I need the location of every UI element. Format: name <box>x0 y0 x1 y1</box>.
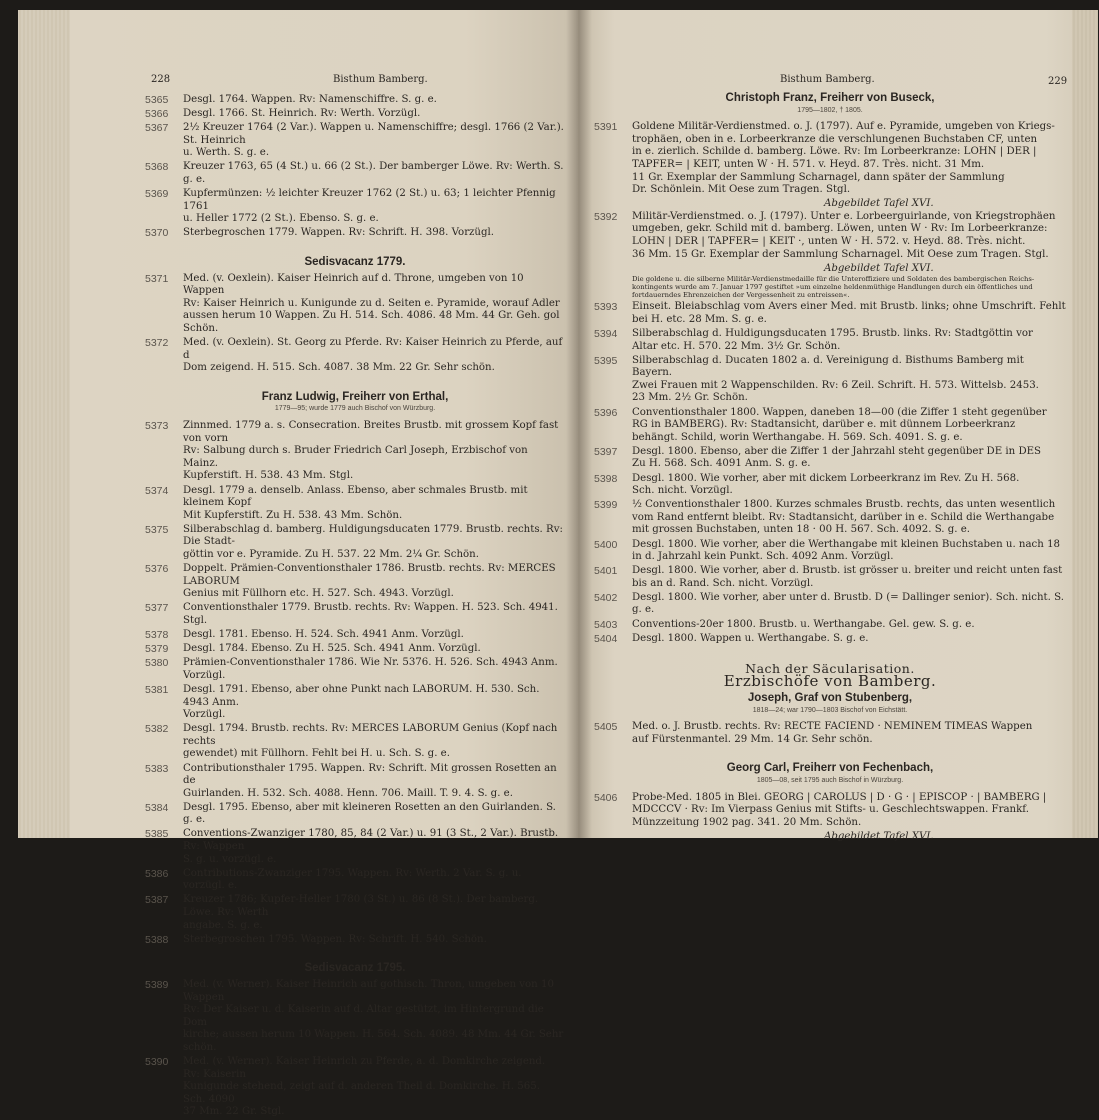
plate-reference: Abgebildet Tafel XVI. <box>824 830 934 842</box>
section-heading <box>594 762 1066 787</box>
catalog-entry <box>145 337 565 375</box>
entries-a <box>145 94 565 240</box>
entry-number: 5402 <box>594 591 618 604</box>
section-subtitle: 1779—95; wurde 1779 auch Bischof von Würzburg. <box>274 405 436 413</box>
entries-e <box>594 792 1066 830</box>
entry-text: Desgl. 1800. Ebenso, aber die Ziffer 1 der Jahrzahl steht gegenüber DE in DES Zu H. 568. Sch. 4091 Anm. S. g. e. <box>632 445 1042 470</box>
entry-text: Doppelt. Prämien-Conventionsthaler 1786. Brustb. rechts. Rv: MERCES LABORUM Genius mit Füllhorn etc. H. 527. Sch. 4943. Vorzügl. <box>183 563 556 600</box>
entry-number: 5391 <box>594 121 618 134</box>
entry-text: Desgl. 1764. Wappen. Rv: Namenschiffre. S. g. e. <box>183 94 437 105</box>
entry-number: 5381 <box>145 683 169 696</box>
catalog-entry <box>594 121 1066 197</box>
catalog-entry <box>145 802 565 827</box>
entry-text: Kreuzer 1786; Kupfer-Heller 1780 (3 St.) u. 86 (8 St.). Der bamberg. Löwe. Rv: Werth angabe. S. g. e. <box>183 894 539 931</box>
entry-text: ½ Conventionsthaler 1800. Kurzes schmales Brustb. rechts, das unten wesentlich vom Rand entfernt bleibt. Rv: Stadtansicht, darüber in e. Schild die Werthangabe mit grossen Buchstaben, unten 18 · 00 H. 567. Sch. 4092. S. g. e. <box>632 499 1056 536</box>
entry-number: 5371 <box>145 272 169 285</box>
catalog-entry <box>145 643 565 656</box>
section-heading <box>594 692 1066 717</box>
entry-text: Sterbegroschen 1779. Wappen. Rv: Schrift. H. 398. Vorzügl. <box>183 227 495 239</box>
entries-a <box>594 121 1066 197</box>
entry-number: 5406 <box>594 791 618 804</box>
entry-number: 5396 <box>594 406 618 419</box>
entry-text: Kupfermünzen: ½ leichter Kreuzer 1762 (2 St.) u. 63; 1 leichter Pfennig 1761 u. Heller 1772 (2 St.). Ebenso. S. g. e. <box>183 188 556 225</box>
catalog-entry <box>594 407 1066 445</box>
catalog-entry <box>145 122 565 160</box>
entry-number: 5384 <box>145 801 169 814</box>
entry-text: Kreuzer 1763, 65 (4 St.) u. 66 (2 St.). Der bamberger Löwe. Rv: Werth. S. g. e. <box>183 161 564 186</box>
entry-text: Desgl. 1800. Wie vorher, aber unter d. Brustb. D (= Dallinger senior). Sch. nicht. S. g. e. <box>632 591 1064 616</box>
catalog-entry <box>594 211 1066 261</box>
entry-number: 5401 <box>594 565 618 578</box>
catalog-entry <box>594 792 1066 830</box>
catalog-entry <box>145 108 565 121</box>
section-title: Georg Carl, Freiherr von Fechenbach, <box>726 762 934 775</box>
entry-number: 5373 <box>145 420 169 433</box>
entry-number: 5398 <box>594 472 618 485</box>
left-page <box>18 10 578 1118</box>
entry-text: Probe-Med. 1805 in Blei. GEORG | CAROLUS | D · G · | EPISCOP · | BAMBERG | MDCCCV · Rv: Im Vierpass Genius mit Stifts- u. Geschlechtswappen. Frankf. Münzzeitung 1902 pag. 341. 20 Mm. Schön. <box>632 791 1047 828</box>
entry-number: 5378 <box>145 629 169 642</box>
entry-number: 5393 <box>594 301 618 314</box>
catalog-entry <box>594 328 1066 353</box>
entries-b <box>145 273 565 375</box>
entry-number: 5400 <box>594 538 618 551</box>
entry-text: Desgl. 1800. Wie vorher, aber d. Brustb. ist grösser u. breiter und reicht unten fast bis an d. Rand. Sch. nicht. Vorzügl. <box>632 565 1063 589</box>
era-heading: Nach der Säcularisation. <box>745 660 915 676</box>
catalog-entry <box>594 499 1066 537</box>
catalog-entry <box>145 934 565 947</box>
entry-number: 5370 <box>145 227 169 240</box>
entry-number: 5382 <box>145 723 169 736</box>
entry-text: Goldene Militär-Verdienstmed. o. J. (1797). Auf e. Pyramide, umgeben von Kriegs- trophäen, oben in e. Lorbeerkranze die verschlungenen Buchstaben CF, unten in e. zierlich. Schilde d. bamberg. Löwe. Rv: Im Lorbeerkranze: LOHN | DER | TAPFER= | KEIT, unten W · H. 571. v. Heyd. 87. Très. nicht. 31 Mm. 11 Gr. Exemplar der Sammlung Scharnagel, dann später der Sammlung Dr. Schönlein. Mit Oese zum Tragen. Stgl. <box>632 121 1055 196</box>
section-title: Joseph, Graf von Stubenberg, <box>747 691 913 704</box>
catalog-entry <box>145 188 565 226</box>
entry-text: Desgl. 1795. Ebenso, aber mit kleineren Rosetten an den Guirlanden. S. g. e. <box>183 801 556 826</box>
page-number: 229 <box>1048 76 1068 87</box>
section-heading <box>594 92 1066 117</box>
section-title: Christoph Franz, Freiherr von Buseck, <box>725 92 935 104</box>
page-number: 228 <box>151 74 171 85</box>
entry-text: Prämien-Conventionsthaler 1786. Wie Nr. 5376. H. 526. Sch. 4943 Anm. Vorzügl. <box>183 657 558 681</box>
entry-number: 5380 <box>145 657 169 670</box>
catalog-entry <box>145 868 565 893</box>
catalog-entry <box>145 602 565 627</box>
entry-number: 5404 <box>594 632 618 645</box>
catalog-entry <box>145 657 565 682</box>
entry-number: 5383 <box>145 762 169 775</box>
catalog-entry <box>145 979 565 1055</box>
section-subtitle: 1818—24; war 1790—1803 Bischof von Eichstätt. <box>752 706 908 714</box>
catalog-entry <box>594 565 1066 590</box>
entry-text: Desgl. 1781. Ebenso. H. 524. Sch. 4941 Anm. Vorzügl. <box>183 629 464 641</box>
entry-text: Med. (v. Werner). Kaiser Heinrich auf gothisch. Thron, umgeben von 10 Wappen Rv: Der Kaiser u. d. Kaiserin auf d. Altar gestützt, im Hintergrund die Dom kirche; aussen herum 10 Wappen. H. 564. Sch. 4089. 48 Mm. 44 Gr. Sehr schön. <box>183 978 564 1053</box>
entry-number: 5369 <box>145 188 169 201</box>
entry-text: Conventions-Zwanziger 1780, 85, 84 (2 Var.) u. 91 (3 St., 2 Var.). Brustb. Rv: Wappen S. g. u. vorzügl. e. <box>183 828 559 865</box>
entry-text: Silberabschlag d. Huldigungsducaten 1795. Brustb. links. Rv: Stadtgöttin vor Altar etc. H. 570. 22 Mm. 3½ Gr. Schön. <box>632 328 1033 352</box>
section-subtitle: 1805—08, seit 1795 auch Bischof in Würzburg. <box>756 776 904 784</box>
entry-text: Desgl. 1794. Brustb. rechts. Rv: MERCES LABORUM Genius (Kopf nach rechts gewendet) mit Füllhorn. Fehlt bei H. u. Sch. S. g. e. <box>183 723 558 760</box>
catalog-entry <box>145 563 565 601</box>
entry-text: 2½ Kreuzer 1764 (2 Var.). Wappen u. Namenschiffre; desgl. 1766 (2 Var.). St. Heinrich u. Werth. S. g. e. <box>183 122 564 159</box>
catalog-entry <box>594 539 1066 564</box>
entry-number: 5375 <box>145 523 169 536</box>
right-page <box>578 10 1098 842</box>
entry-text: Einseit. Bleiabschlag vom Avers einer Med. mit Brustb. links; ohne Umschrift. Fehlt bei H. etc. 28 Mm. S. g. e. <box>632 301 1066 325</box>
entry-number: 5385 <box>145 828 169 841</box>
entry-number: 5394 <box>594 328 618 340</box>
entry-text: Desgl. 1779 a. denselb. Anlass. Ebenso, aber schmales Brustb. mit kleinem Kopf Mit Kupferstift. Zu H. 538. 43 Mm. Schön. <box>183 484 528 521</box>
entry-number: 5379 <box>145 643 169 656</box>
plate-reference: Abgebildet Tafel XVI. <box>824 198 934 210</box>
catalog-entry <box>145 1056 565 1119</box>
entry-number: 5376 <box>145 563 169 576</box>
entry-text: Conventionsthaler 1800. Wappen, daneben 18—00 (die Ziffer 1 steht gegenüber RG in BAMBERG). Rv: Stadtansicht, darüber e. mit dünnem Lorbeerkranz behängt. Schild, worin Werthangabe. H. 569. Sch. 4091. S. g. e. <box>632 406 1047 443</box>
catalog-entry <box>594 721 1066 746</box>
catalog-entry <box>145 227 565 240</box>
catalog-entry <box>594 355 1066 405</box>
catalog-column <box>145 94 565 1120</box>
entry-text: Desgl. 1800. Wappen u. Werthangabe. S. g. e. <box>632 632 869 644</box>
entry-text: Zinnmed. 1779 a. s. Consecration. Breites Brustb. mit grossem Kopf fast von vorn Rv: Salbung durch s. Bruder Friedrich Carl Joseph, Erzbischof von Mainz. Kupferstift. H. 538. 43 Mm. Stgl. <box>183 420 559 482</box>
catalog-column <box>594 92 1066 843</box>
entry-text: Desgl. 1800. Wie vorher, aber mit dickem Lorbeerkranz im Rev. Zu H. 568. Sch. nicht. Vorzügl. <box>632 472 1020 497</box>
entry-number: 5367 <box>145 122 169 135</box>
entry-number: 5403 <box>594 618 618 631</box>
entry-number: 5368 <box>145 161 169 174</box>
entry-text: Desgl. 1784. Ebenso. Zu H. 525. Sch. 4941 Anm. Vorzügl. <box>183 643 481 655</box>
catalog-entry <box>145 723 565 761</box>
footnote: Die goldene u. die silberne Militär-Verdienstmedaille für die Unteroffiziere und Soldaten des bambergischen Reichs-kontingents wurde am 7. Januar 1797 gestiftet »um einzelne heldenmüthige Handlungen durch ein öffentliches und fortdauerndes Ehrenzeichen der Vergessenheit zu entreissen«. <box>632 275 1035 300</box>
entry-text: Desgl. 1766. St. Heinrich. Rv: Werth. Vorzügl. <box>183 108 421 120</box>
entry-text: Med. (v. Oexlein). Kaiser Heinrich auf d. Throne, umgeben von 10 Wappen Rv: Kaiser Heinrich u. Kunigunde zu d. Seiten e. Pyramide, worauf Adler aussen herum 10 Wappen. Zu H. 514. Sch. 4086. 48 Mm. 44 Gr. Geh. gol Schön. <box>183 272 560 334</box>
section-heading <box>145 391 565 416</box>
entry-number: 5395 <box>594 354 618 367</box>
running-header: Bisthum Bamberg. <box>333 74 428 85</box>
entry-text: Silberabschlag d. Ducaten 1802 a. d. Vereinigung d. Bisthums Bamberg mit Bayern. Zwei Frauen mit 2 Wappenschilden. Rv: 6 Zeil. Schrift. H. 573. Wittelsb. 2453. 23 Mm. 2½ Gr. Schön. <box>632 354 1039 404</box>
book-spread <box>18 10 1098 1118</box>
entry-number: 5372 <box>145 337 169 350</box>
entry-number: 5405 <box>594 721 618 734</box>
section-title: Sedisvacanz 1795. <box>304 962 406 975</box>
entry-number: 5388 <box>145 933 169 946</box>
catalog-entry <box>145 524 565 562</box>
catalog-entry <box>145 420 565 483</box>
catalog-entry <box>594 592 1066 617</box>
entry-number: 5366 <box>145 108 169 121</box>
plate-reference: Abgebildet Tafel XVI. <box>824 262 934 274</box>
catalog-entry <box>145 161 565 186</box>
entry-number: 5389 <box>145 978 169 991</box>
entry-number: 5399 <box>594 499 618 512</box>
entry-number: 5397 <box>594 445 618 458</box>
catalog-entry <box>145 828 565 866</box>
entry-text: Med. (v. Oexlein). St. Georg zu Pferde. Rv: Kaiser Heinrich zu Pferde, auf d Dom zeigend. H. 515. Sch. 4087. 38 Mm. 22 Gr. Sehr schön. <box>183 337 563 374</box>
era-heading: Erzbischöfe von Bamberg. <box>723 672 937 691</box>
catalog-entry <box>594 633 1066 646</box>
page-edges <box>18 10 70 838</box>
catalog-entry <box>145 684 565 722</box>
section-title: Sedisvacanz 1779. <box>304 256 406 269</box>
entry-text: Med. o. J. Brustb. rechts. Rv: RECTE FACIEND · NEMINEM TIMEAS Wappen auf Fürstenmantel. 29 Mm. 14 Gr. Sehr schön. <box>632 721 1033 745</box>
entries-d <box>594 721 1066 746</box>
catalog-entry <box>594 301 1066 326</box>
entry-text: Sterbegroschen 1795. Wappen. Rv: Schrift. H. 540. Schön. <box>183 933 487 945</box>
catalog-entry <box>145 894 565 932</box>
section-subtitle: 1795—1802, † 1805. <box>797 106 863 114</box>
running-header: Bisthum Bamberg. <box>780 74 875 85</box>
catalog-entry <box>145 273 565 336</box>
catalog-entry <box>145 94 565 107</box>
entry-number: 5386 <box>145 867 169 880</box>
section-title: Franz Ludwig, Freiherr von Erthal, <box>261 390 449 403</box>
entry-text: Contributionsthaler 1795. Wappen. Rv: Schrift. Mit grossen Rosetten an de Guirlanden. H. 532. Sch. 4088. Henn. 706. Maill. T. 9. 4. S. g. e. <box>183 762 557 799</box>
entries-c <box>594 301 1066 645</box>
entry-text: Desgl. 1800. Wie vorher, aber die Werthangabe mit kleinen Buchstaben u. nach 18 in d. Jahrzahl kein Punkt. Sch. 4092 Anm. Vorzügl. <box>632 538 1061 563</box>
catalog-entry <box>594 473 1066 498</box>
section-heading <box>145 256 565 269</box>
entry-number: 5387 <box>145 894 169 907</box>
section-heading <box>145 962 565 975</box>
entry-text: Med. (v. Werner). Kaiser Heinrich zu Pferde, a. d. Domkirche zeigend. Rv: Kaiserin Kunigunde stehend, zeigt auf d. anderen Theil d. Domkirche. H. 565. Sch. 4090 37 Mm. 22 Gr. Stgl. <box>183 1055 546 1118</box>
entry-text: Contributions-Zwanziger 1795. Wappen. Rv: Werth. 2 Var. S. g. u. vorzügl. e. <box>183 867 522 892</box>
entry-text: Militär-Verdienstmed. o. J. (1797). Unter e. Lorbeerguirlande, von Kriegstrophäen umgeben, gekr. Schild mit d. bamberg. Löwen, unten W · Rv: Im Lorbeerkranze: LOHN | DER | TAPFER= | KEIT ·, unten W · H. 572. v. Heyd. 88. Très. nicht. 36 Mm. 15 Gr. Exemplar der Sammlung Scharnagel. Mit Oese zum Tragen. Stgl. <box>632 210 1056 260</box>
entries-d <box>145 979 565 1119</box>
entry-text: Desgl. 1791. Ebenso, aber ohne Punkt nach LABORUM. H. 530. Sch. 4943 Anm. Vorzügl. <box>183 683 540 721</box>
entry-number: 5390 <box>145 1055 169 1068</box>
entry-text: Silberabschlag d. bamberg. Huldigungsducaten 1779. Brustb. rechts. Rv: Die Stadt- göttin vor e. Pyramide. Zu H. 537. 22 Mm. 2¼ Gr. Schön. <box>183 523 563 560</box>
entries-c <box>145 420 565 946</box>
catalog-entry <box>145 629 565 642</box>
entry-text: Conventions-20er 1800. Brustb. u. Werthangabe. Gel. gew. S. g. e. <box>632 618 975 630</box>
entries-b <box>594 211 1066 261</box>
entry-number: 5374 <box>145 484 169 497</box>
catalog-entry <box>145 485 565 523</box>
entry-number: 5365 <box>145 94 169 106</box>
entry-text: Conventionsthaler 1779. Brustb. rechts. Rv: Wappen. H. 523. Sch. 4941. Stgl. <box>183 602 558 626</box>
catalog-entry <box>594 619 1066 632</box>
book-gutter <box>566 10 592 838</box>
catalog-entry <box>594 446 1066 471</box>
catalog-entry <box>145 763 565 801</box>
page-edges <box>1072 10 1098 838</box>
entry-number: 5392 <box>594 210 618 223</box>
entry-number: 5377 <box>145 602 169 615</box>
